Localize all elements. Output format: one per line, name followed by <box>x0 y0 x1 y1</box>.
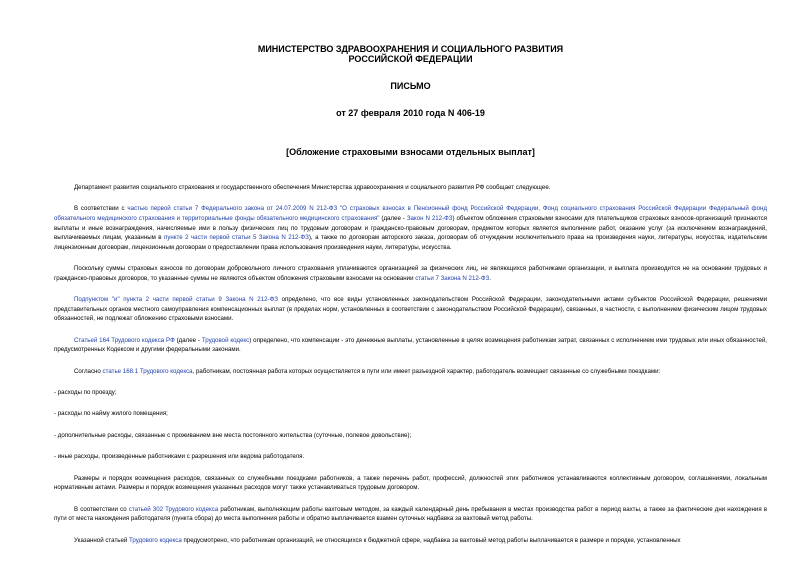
paragraph-text: ) объектом обложения страховыми взносами для плательщиков страховых взносов-организаций признаются выплаты и иные вознаграждения, начисляемые ими в пользу физических лиц по трудовым договорам и гражданско-правовым договорам, предметом которых является выполнение работ, оказание услуг (за исключением вознаграждений, выплачиваемых лицам, указанным в <box>54 214 767 242</box>
paragraph-object-of-taxation <box>54 204 767 252</box>
paragraph-text: В соответствии с <box>74 205 128 213</box>
paragraph-text: , работникам, постоянная работа которых осуществляется в пути или имеет разъездной характер, работодатель возмещает связанные со служебными поездками: <box>192 367 661 375</box>
link-law-212-article-7-short[interactable]: статьи 7 Закона N 212-ФЗ <box>415 274 490 282</box>
paragraph-article-168-1 <box>54 367 767 377</box>
paragraph-text: В соответствии со <box>74 505 129 513</box>
link-law-212-article-7[interactable]: частью первой статьи 7 Федерального закона от 24.07.2009 N 212-ФЗ "О страховых взносах в Пенсионный фонд Российской Федерации, Фонд социального страхования Российской Федерации Федеральный фонд обязательного медицинского страхования и территориальные фонды обязательного медицинского страхования" <box>54 205 768 222</box>
link-law-212[interactable]: Закон N 212-ФЗ <box>406 214 453 222</box>
paragraph-shift-bonus <box>54 536 767 546</box>
paragraph-text: (далее - <box>174 336 202 344</box>
link-law-212-article-9[interactable]: Подпунктом "и" пункта 2 части первой статьи 9 Закона N 212-ФЗ <box>74 296 278 304</box>
paragraph-intro: Департамент развития социального страхования и государственного обеспечения Министерства здравоохранения и социального развития РФ сообщает следующее. <box>74 184 551 191</box>
document-type: ПИСЬМО <box>390 81 431 91</box>
paragraph-text: (далее - <box>379 214 407 222</box>
link-labor-code-short[interactable]: Трудового кодекса <box>129 536 182 544</box>
paragraph-reimbursement-rules: Размеры и порядок возмещения расходов, связанных со служебными поездками работников, а также перечень работ, профессий, должностей этих работников устанавливаются коллективным договором, соглашениями, локальным нормативным актами. Размеры и порядок возмещения указанных расходов могут также устанавливаться трудовым договором. <box>54 474 767 492</box>
document-date: от 27 февраля 2010 года N 406-19 <box>336 108 485 118</box>
document-body <box>54 183 767 545</box>
paragraph-text: определено, что все виды установленных законодательством Российской Федерации, законодательными актами субъектов Российской Федерации, решениями представительных органов местного самоуправления компенсационных выплат (в пределах норм, установленных в соответствии с законодательством Российской Федерации), связанных, в частности, с выполнением физическим лицом трудовых обязанностей, не подлежат обложению страховыми взносами. <box>54 296 767 323</box>
paragraph-compensation-exempt <box>54 295 767 324</box>
paragraph-voluntary-insurance <box>54 264 767 283</box>
paragraph-text: Согласно <box>74 367 103 375</box>
ministry-title-line1: МИНИСТЕРСТВО ЗДРАВООХРАНЕНИЯ И СОЦИАЛЬНОГО РАЗВИТИЯ <box>257 44 564 54</box>
link-labor-code-article-168-1[interactable]: статье 168.1 Трудового кодекса <box>102 367 193 375</box>
list-item-travel-expenses: - расходы по проезду; <box>54 389 117 397</box>
paragraph-text: ), а также по договорам авторского заказа, договорам об отчуждении исключительного права на произведения науки, литературы, искусства, издательским лицензионным договорам, лицензионным договорам о предоставлении права использования произведения науки, литературы, искусства. <box>54 234 768 251</box>
link-labor-code-article-164[interactable]: Статьей 164 Трудового кодекса РФ <box>74 336 175 344</box>
link-labor-code-article-302[interactable]: статьей 302 Трудового кодекса <box>128 505 219 513</box>
list-item-additional-expenses: - дополнительные расходы, связанные с проживанием вне места постоянного жительства (суточные, полевое довольствие); <box>54 431 412 439</box>
document-subject: [Обложение страховыми взносами отдельных выплат] <box>286 147 535 157</box>
paragraph-text: предусмотрено, что работникам организаций, не относящихся к бюджетной сфере, надбавка за вахтовый метод работы выплачивается в размере и порядке, установленных <box>181 536 681 544</box>
paragraph-article-302 <box>54 505 767 524</box>
paragraph-text: Указанной статьей <box>74 536 130 544</box>
paragraph-text: работникам, выполняющим работы вахтовым методом, за каждый календарный день пребывания в местах производства работ в период вахты, а также за фактические дни нахождения в пути от места нахождения работодателя (пункта сбора) до места выполнения работы и обратно выплачивается взамен суточных надбавка за вахтовый метод работы. <box>54 505 768 523</box>
list-item-other-expenses: - иные расходы, произведенные работниками с разрешения или ведома работодателя. <box>54 453 305 461</box>
paragraph-text: Поскольку суммы страховых взносов по договорам добровольного личного страхования уплачиваются организацией за физических лиц, не являющихся работниками организации, и выплата производится не на основании трудовых и гражданско-правовых договоров, то указанные суммы не являются объектом обложения страховыми взносами на основании <box>54 265 767 282</box>
paragraph-text: ) определено, что компенсации - это денежные выплаты, установленные в целях возмещения работникам затрат, связанных с исполнением ими трудовых или иных обязанностей, предусмотренных Кодексом и другими федеральными законами. <box>54 336 768 354</box>
paragraph-text: . <box>489 274 491 282</box>
list-item-housing-expenses: - расходы по найму жилого помещения; <box>54 410 168 418</box>
link-labor-code[interactable]: Трудовой кодекс <box>201 336 250 344</box>
paragraph-article-164 <box>54 336 767 355</box>
link-law-212-article-5[interactable]: пункте 2 части первой статьи 5 Закона N 212-ФЗ <box>164 234 309 242</box>
ministry-title-line2: РОССИЙСКОЙ ФЕДЕРАЦИИ <box>348 54 473 64</box>
